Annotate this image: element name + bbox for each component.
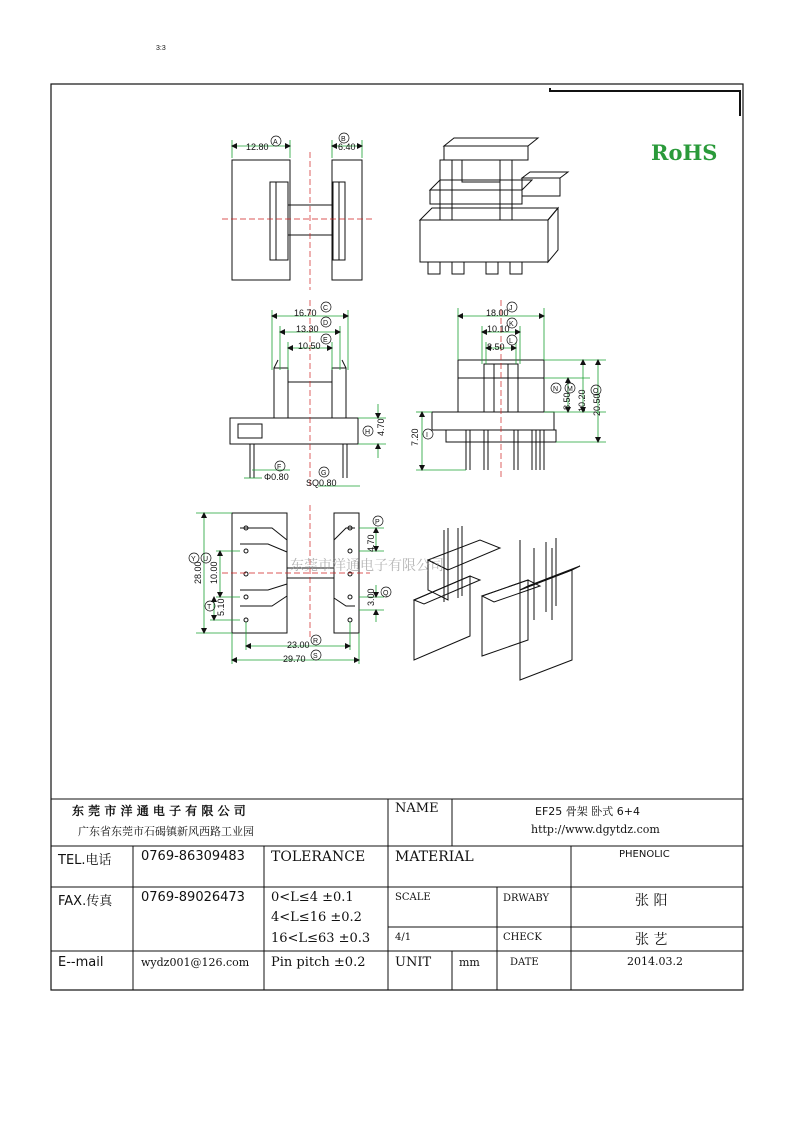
tolerance-1: 0<L≤4 ±0.1 — [271, 890, 354, 905]
dim-e: 10.50 — [298, 341, 321, 351]
dim-r: 23.00 — [287, 640, 310, 650]
dim-y: 28.00 — [193, 561, 203, 584]
drawn-by-value: 张 阳 — [635, 893, 668, 909]
svg-text:B: B — [341, 136, 346, 143]
dim-p: Φ0.80 — [264, 472, 289, 482]
dim-j: 18.00 — [486, 308, 509, 318]
dim-n: 8.50 — [562, 392, 572, 410]
dim-m: 10.20 — [577, 389, 587, 412]
name-label: NAME — [395, 801, 439, 816]
svg-text:E: E — [323, 337, 328, 344]
dim-t: 5.10 — [216, 598, 226, 616]
dim-h: 4.70 — [376, 418, 386, 436]
dim-g: SQ0.80 — [306, 478, 337, 488]
tolerance-3: 16<L≤63 ±0.3 — [271, 931, 371, 946]
svg-text:T: T — [207, 604, 212, 611]
svg-text:H: H — [365, 429, 371, 436]
unit-label: UNIT — [395, 955, 432, 970]
svg-text:K: K — [509, 321, 514, 328]
dim-k: 10.10 — [487, 324, 510, 334]
svg-text:P: P — [375, 519, 380, 526]
svg-text:Y: Y — [191, 556, 196, 563]
svg-text:O: O — [593, 388, 599, 395]
date-label: DATE — [510, 957, 539, 968]
svg-text:F: F — [277, 464, 282, 471]
dim-u: 10.00 — [209, 561, 219, 584]
svg-text:N: N — [553, 386, 559, 393]
company-name: 东 莞 市 洋 通 电 子 有 限 公 司 — [72, 804, 246, 818]
svg-text:I: I — [426, 432, 428, 439]
top-view — [232, 160, 362, 280]
dim-o: 20.50 — [592, 393, 602, 416]
svg-text:G: G — [321, 470, 327, 477]
website-link[interactable]: http://www.dgytdz.com — [531, 823, 660, 836]
unit-value: mm — [459, 956, 480, 969]
tolerance-4: Pin pitch ±0.2 — [271, 955, 366, 970]
email-value[interactable]: wydz001@126.com — [141, 956, 250, 969]
drawn-by-label: DRWABY — [503, 893, 550, 904]
svg-text:A: A — [273, 139, 278, 146]
tolerance-2: 4<L≤16 ±0.2 — [271, 910, 362, 925]
svg-text:C: C — [323, 305, 329, 312]
company-address: 广东省东莞市石碣镇新风西路工业园 — [78, 825, 254, 838]
dim-i: 7.20 — [410, 428, 420, 446]
scale-label: SCALE — [395, 892, 431, 903]
front-view — [230, 360, 358, 478]
rohs-mark: RoHS — [651, 140, 718, 165]
dim-c: 16.70 — [294, 308, 317, 318]
tolerance-label: TOLERANCE — [271, 849, 366, 865]
dim-b: 6.40 — [338, 142, 356, 152]
material-value: PHENOLIC — [619, 849, 670, 860]
tel-value: 0769-86309483 — [141, 849, 245, 864]
side-view — [432, 360, 559, 470]
dim-q: 3.00 — [366, 588, 376, 606]
svg-text:J: J — [509, 305, 513, 312]
svg-text:L: L — [509, 338, 513, 345]
svg-text:Q: Q — [383, 590, 389, 597]
dim-s: 29.70 — [283, 654, 306, 664]
part-name: EF25 骨架 卧式 6+4 — [535, 805, 640, 818]
iso-view-bottom — [414, 526, 580, 680]
dim-pv: 4.70 — [366, 534, 376, 552]
watermark: 东莞市洋通电子有限公司 — [290, 558, 444, 574]
svg-text:S: S — [313, 653, 318, 660]
dim-l: 8.50 — [487, 342, 505, 352]
corner-mark: 3:3 — [156, 45, 166, 52]
tel-label: TEL.电话 — [58, 853, 112, 868]
svg-text:R: R — [313, 638, 319, 645]
fax-label: FAX.传真 — [58, 894, 113, 909]
svg-text:U: U — [203, 556, 209, 563]
scale-value: 4/1 — [395, 932, 412, 943]
svg-text:D: D — [323, 320, 329, 327]
material-label: MATERIAL — [395, 849, 474, 865]
dim-a: 12.80 — [246, 142, 269, 152]
iso-view-top — [420, 138, 568, 274]
svg-text:M: M — [567, 386, 573, 393]
dim-d: 13.30 — [296, 324, 319, 334]
checked-by-value: 张 艺 — [635, 932, 668, 948]
fax-value: 0769-89026473 — [141, 890, 245, 905]
date-value: 2014.03.2 — [627, 955, 683, 968]
corner-tab — [550, 88, 740, 116]
check-label: CHECK — [503, 932, 542, 943]
email-label: E--mail — [58, 955, 104, 970]
